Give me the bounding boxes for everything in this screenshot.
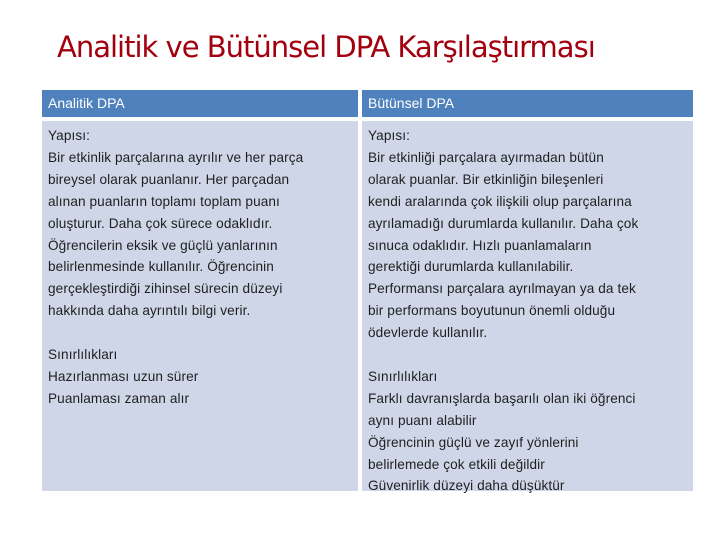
butunsel-limits-line: aynı puanı alabilir [368,412,477,428]
butunsel-structure-line: bir performans boyutunun önemli olduğu [368,303,616,319]
slide-title: Analitik ve Bütünsel DPA Karşılaştırması [57,30,595,64]
paragraph-spacer [368,344,689,366]
butunsel-structure-heading: Yapısı: [368,128,411,143]
comparison-table [42,90,693,494]
butunsel-structure-line: ayrılamadığı durumlarda kullanılır. Daha çok [368,215,639,231]
analitik-limits-heading: Sınırlılıkları [48,347,118,363]
header-butunsel: Bütünsel DPA [362,90,693,117]
butunsel-structure-line: kendi aralarında çok ilişkili olup parçalarına [368,193,632,209]
analitik-structure-line: oluşturur. Daha çok sürece odaklıdır. [48,215,273,231]
analitik-structure-line: Öğrencilerin eksik ve güçlü yanlarının [48,237,278,253]
analitik-limits-line: Puanlaması zaman alır [48,390,190,406]
analitik-structure-line: Bir etkinlik parçalarına ayrılır ve her parça [48,149,304,165]
butunsel-limits-heading: Sınırlılıkları [368,368,438,384]
butunsel-structure-line: Bir etkinliği parçalara ayırmadan bütün [368,149,604,165]
butunsel-structure-line: Performansı parçalara ayrılmayan ya da tek [368,281,636,297]
butunsel-limits-line: Güvenirlik düzeyi daha düşüktür [368,478,565,494]
butunsel-structure-line: olarak puanlar. Bir etkinliğin bileşenleri [368,171,604,187]
analitik-structure-line: belirlenmesinde kullanılır. Öğrencinin [48,259,274,275]
analitik-structure-line: gerçekleştirdiği zihinsel sürecin düzeyi [48,281,283,297]
butunsel-structure-line: gerektiği durumlarda kullanılabilir. [368,259,574,275]
butunsel-limits-line: belirlemede çok etkili değildir [368,456,545,472]
analitik-structure-line: bireysel olarak puanlanır. Her parçadan [48,171,290,187]
butunsel-limits-line: Farklı davranışlarda başarılı olan iki öğrenci [368,390,636,406]
analitik-limits-line: Hazırlanması uzun sürer [48,368,199,384]
butunsel-structure-line: ödevlerde kullanılır. [368,325,488,341]
analitik-structure-heading: Yapısı: [48,128,91,143]
butunsel-cell [362,121,693,494]
analitik-structure-line: hakkında daha ayrıntılı bilgi verir. [48,303,251,319]
analitik-structure-line: alınan puanların toplamı toplam puanı [48,193,280,209]
paragraph-spacer [48,322,354,344]
analitik-cell [42,121,358,491]
butunsel-structure-line: sınuca odaklıdır. Hızlı puanlamaların [368,237,592,253]
butunsel-limits-line: Öğrencinin güçlü ve zayıf yönlerini [368,434,579,450]
header-analitik: Analitik DPA [42,90,358,117]
